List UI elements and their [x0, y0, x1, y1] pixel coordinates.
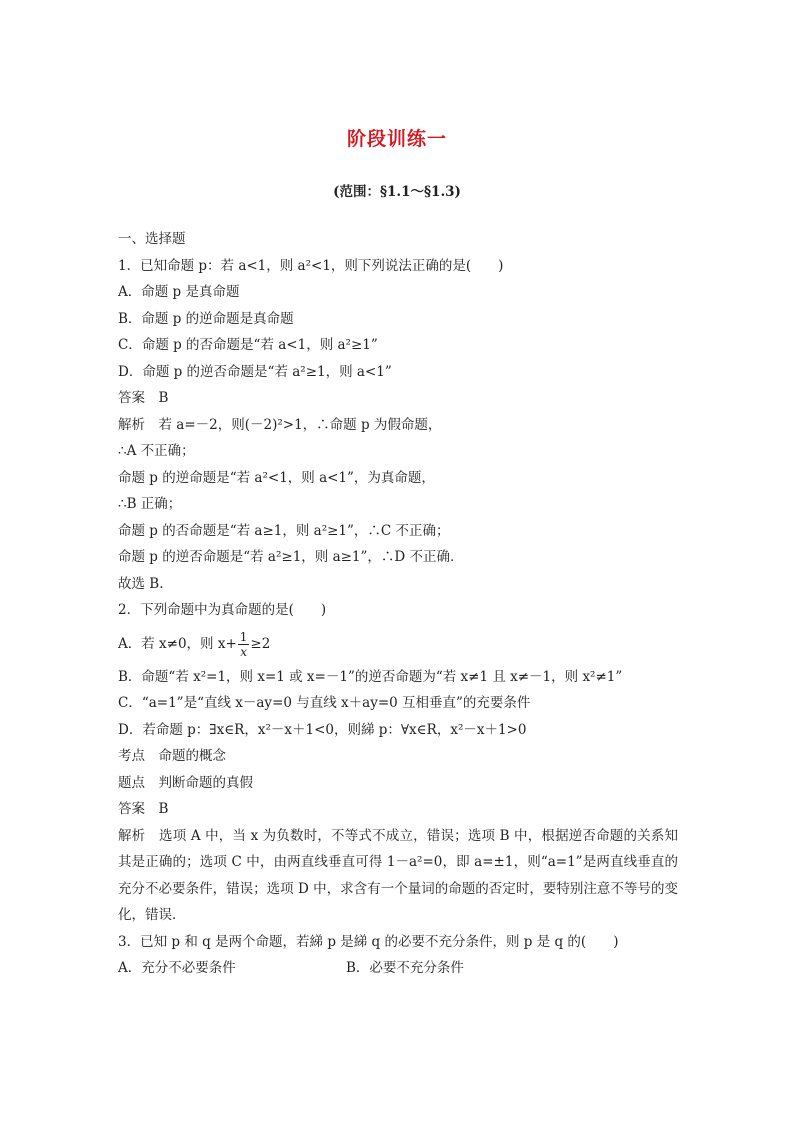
question-1-analysis-line: ∴A 不正确； [118, 443, 195, 459]
question-2-option-a [118, 624, 678, 664]
range-subtitle: (范围：§1.1～§1.3) [333, 184, 461, 200]
question-2-answer: 答案 B [118, 801, 169, 817]
question-3-stem: 3．已知 p 和 q 是两个命题，若綈 p 是綈 q 的必要不充分条件，则 p 是 q 的( ) [118, 933, 619, 950]
question-1-option-b: B．命题 p 的逆命题是真命题 [118, 310, 294, 327]
question-2-tidian: 题点 判断命题的真假 [118, 774, 253, 791]
fraction-numerator: 1 [239, 629, 248, 644]
fraction [238, 630, 250, 659]
question-1-analysis-line: 命题 p 的逆否命题是“若 a²≥1，则 a≥1”，∴D 不正确． [118, 549, 464, 565]
question-1-analysis-line: 故选 B. [118, 575, 164, 592]
question-1-answer: 答案 B [118, 390, 169, 406]
question-1-option-a: A．命题 p 是真命题 [118, 284, 240, 300]
option-a-suffix: ≥2 [250, 635, 271, 652]
question-2-stem: 2．下列命题中为真命题的是( ) [118, 602, 327, 618]
option-a-prefix: A．若 x≠0，则 x+ [118, 635, 237, 652]
question-3-option-a: A．充分不必要条件 [118, 960, 236, 976]
question-1-analysis-line: 命题 p 的否命题是“若 a≥1，则 a²≥1”，∴C 不正确； [118, 522, 450, 539]
question-1-stem: 1．已知命题 p：若 a<1，则 a²<1，则下列说法正确的是( ) [118, 257, 504, 274]
question-1-analysis-line: 命题 p 的逆命题是“若 a²<1，则 a<1”，为真命题， [118, 469, 435, 486]
page-title: 阶段训练一 [346, 128, 447, 150]
question-2-option-c: C．“a=1”是“直线 x－ay=0 与直线 x＋ay=0 互相垂直”的充要条件 [118, 695, 531, 711]
question-2-analysis: 解析 选项 A 中，当 x 为负数时，不等式不成立，错误；选项 B 中，根据逆否命题的关系知其是正确的；选项 C 中，由两直线垂直可得 1－a²=0，即 a=±1，则“a=1”是两直线垂直的充分不必要条件，错误；选项 D 中，求含有一个量词的命题的否定时，要特别注意不等号的变化，错误． [118, 827, 678, 923]
question-2-kaodian: 考点 命题的概念 [118, 748, 226, 764]
question-1-option-d: D．命题 p 的逆否命题是“若 a²≥1，则 a<1” [118, 363, 392, 380]
fraction-denominator: x [240, 644, 247, 659]
section-heading: 一、选择题 [118, 231, 186, 247]
question-3-options [118, 955, 678, 982]
question-2-option-d: D．若命题 p：∃x∈R，x²－x＋1<0，则綈 p：∀x∈R，x²－x＋1>0 [118, 721, 527, 738]
question-1-analysis-line: 解析 若 a=－2，则(－2)²>1，∴命题 p 为假命题， [118, 416, 442, 433]
question-1-option-c: C．命题 p 的否命题是“若 a<1，则 a²≥1” [118, 337, 378, 353]
question-1-analysis-line: ∴B 正确； [118, 496, 182, 512]
question-3-option-b: B．必要不充分条件 [346, 960, 464, 976]
question-2-option-b: B．命题“若 x²=1，则 x=1 或 x=－1”的逆否命题为“若 x≠1 且 x≠－1，则 x²≠1” [118, 668, 623, 685]
document-body [118, 226, 678, 982]
